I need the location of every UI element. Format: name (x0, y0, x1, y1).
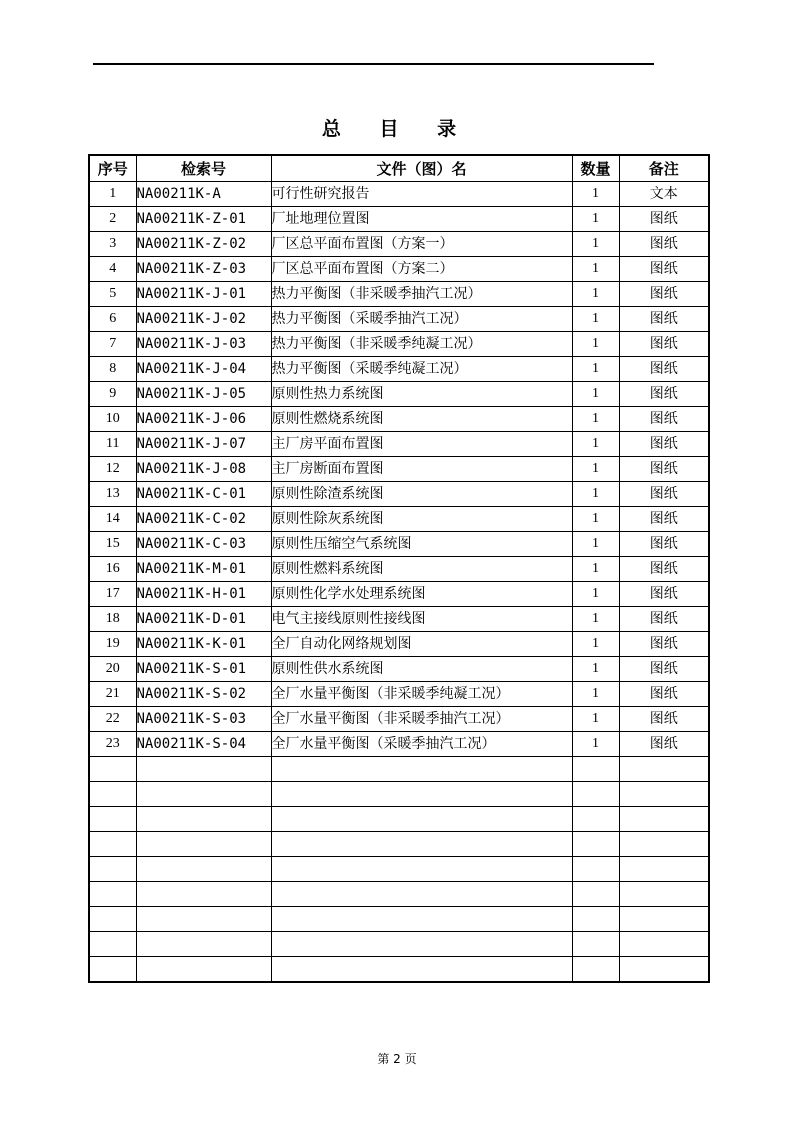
cell-code (136, 882, 271, 907)
table-row (89, 532, 709, 557)
cell-code: NA00211K-J-05 (136, 382, 271, 407)
cell-quantity: 1 (572, 307, 619, 332)
cell-name (271, 957, 572, 983)
cell-code: NA00211K-J-02 (136, 307, 271, 332)
cell-index: 9 (89, 382, 136, 407)
cell-note: 图纸 (619, 532, 709, 557)
cell-code: NA00211K-J-07 (136, 432, 271, 457)
cell-index: 8 (89, 357, 136, 382)
table-row (89, 607, 709, 632)
cell-note: 图纸 (619, 557, 709, 582)
catalog-table (88, 154, 710, 983)
cell-index (89, 882, 136, 907)
table-row (89, 632, 709, 657)
cell-quantity (572, 907, 619, 932)
cell-quantity: 1 (572, 432, 619, 457)
cell-quantity: 1 (572, 482, 619, 507)
cell-index: 5 (89, 282, 136, 307)
cell-quantity: 1 (572, 707, 619, 732)
cell-quantity: 1 (572, 257, 619, 282)
table-row (89, 582, 709, 607)
table-row (89, 432, 709, 457)
cell-name (271, 782, 572, 807)
cell-note: 图纸 (619, 607, 709, 632)
cell-name: 热力平衡图（采暖季纯凝工况） (271, 357, 572, 382)
cell-note: 图纸 (619, 682, 709, 707)
column-header-code: 检索号 (136, 155, 271, 182)
cell-quantity: 1 (572, 207, 619, 232)
cell-quantity (572, 882, 619, 907)
table-row (89, 232, 709, 257)
cell-quantity: 1 (572, 607, 619, 632)
cell-index: 12 (89, 457, 136, 482)
table-row (89, 832, 709, 857)
cell-code (136, 957, 271, 983)
cell-quantity: 1 (572, 507, 619, 532)
table-row (89, 882, 709, 907)
cell-note: 图纸 (619, 332, 709, 357)
cell-quantity (572, 782, 619, 807)
table-row (89, 407, 709, 432)
cell-index (89, 782, 136, 807)
column-header-quantity: 数量 (572, 155, 619, 182)
cell-index: 21 (89, 682, 136, 707)
cell-note: 图纸 (619, 432, 709, 457)
cell-note: 图纸 (619, 582, 709, 607)
cell-name: 厂址地理位置图 (271, 207, 572, 232)
cell-name (271, 857, 572, 882)
cell-note: 图纸 (619, 732, 709, 757)
cell-name (271, 807, 572, 832)
cell-quantity: 1 (572, 407, 619, 432)
cell-note: 文本 (619, 182, 709, 207)
cell-code (136, 782, 271, 807)
cell-index (89, 957, 136, 983)
table-row (89, 382, 709, 407)
cell-quantity (572, 957, 619, 983)
cell-code: NA00211K-S-02 (136, 682, 271, 707)
cell-name: 原则性燃烧系统图 (271, 407, 572, 432)
cell-name: 原则性供水系统图 (271, 657, 572, 682)
cell-note (619, 907, 709, 932)
cell-quantity (572, 932, 619, 957)
cell-name: 全厂水量平衡图（非采暖季纯凝工况） (271, 682, 572, 707)
cell-quantity: 1 (572, 732, 619, 757)
cell-index: 15 (89, 532, 136, 557)
cell-quantity: 1 (572, 632, 619, 657)
cell-quantity: 1 (572, 682, 619, 707)
column-header-index: 序号 (89, 155, 136, 182)
cell-name (271, 907, 572, 932)
table-row (89, 507, 709, 532)
cell-note (619, 832, 709, 857)
cell-index: 6 (89, 307, 136, 332)
cell-name: 原则性除渣系统图 (271, 482, 572, 507)
table-row (89, 857, 709, 882)
cell-code: NA00211K-Z-01 (136, 207, 271, 232)
cell-code: NA00211K-J-04 (136, 357, 271, 382)
cell-name: 原则性压缩空气系统图 (271, 532, 572, 557)
table-row (89, 682, 709, 707)
cell-index: 13 (89, 482, 136, 507)
cell-code: NA00211K-C-03 (136, 532, 271, 557)
cell-index: 17 (89, 582, 136, 607)
cell-note: 图纸 (619, 482, 709, 507)
cell-code: NA00211K-J-06 (136, 407, 271, 432)
cell-note (619, 757, 709, 782)
cell-name: 全厂水量平衡图（采暖季抽汽工况） (271, 732, 572, 757)
cell-note: 图纸 (619, 207, 709, 232)
cell-name: 主厂房平面布置图 (271, 432, 572, 457)
column-header-note: 备注 (619, 155, 709, 182)
cell-quantity: 1 (572, 557, 619, 582)
cell-code: NA00211K-J-01 (136, 282, 271, 307)
cell-quantity: 1 (572, 657, 619, 682)
table-row (89, 732, 709, 757)
cell-note (619, 807, 709, 832)
cell-index: 19 (89, 632, 136, 657)
table-row (89, 357, 709, 382)
cell-index: 14 (89, 507, 136, 532)
cell-quantity (572, 832, 619, 857)
table-row (89, 457, 709, 482)
cell-code: NA00211K-C-02 (136, 507, 271, 532)
table-row (89, 182, 709, 207)
cell-code: NA00211K-C-01 (136, 482, 271, 507)
cell-index: 1 (89, 182, 136, 207)
cell-name: 原则性热力系统图 (271, 382, 572, 407)
cell-index (89, 757, 136, 782)
table-row (89, 207, 709, 232)
cell-code: NA00211K-A (136, 182, 271, 207)
cell-code: NA00211K-Z-02 (136, 232, 271, 257)
cell-index: 4 (89, 257, 136, 282)
table-row (89, 782, 709, 807)
cell-code: NA00211K-D-01 (136, 607, 271, 632)
cell-code (136, 857, 271, 882)
cell-note: 图纸 (619, 657, 709, 682)
cell-name: 厂区总平面布置图（方案一） (271, 232, 572, 257)
cell-index: 16 (89, 557, 136, 582)
cell-name: 电气主接线原则性接线图 (271, 607, 572, 632)
cell-note (619, 957, 709, 983)
cell-quantity: 1 (572, 357, 619, 382)
cell-code: NA00211K-S-03 (136, 707, 271, 732)
cell-name: 热力平衡图（采暖季抽汽工况） (271, 307, 572, 332)
cell-code: NA00211K-H-01 (136, 582, 271, 607)
header-rule (93, 63, 654, 65)
cell-index (89, 832, 136, 857)
table-row (89, 257, 709, 282)
cell-name: 全厂水量平衡图（非采暖季抽汽工况） (271, 707, 572, 732)
cell-note: 图纸 (619, 282, 709, 307)
cell-quantity (572, 757, 619, 782)
page-number: 第 2 页 (377, 1052, 417, 1066)
cell-quantity: 1 (572, 182, 619, 207)
cell-note (619, 882, 709, 907)
column-header-name: 文件（图）名 (271, 155, 572, 182)
cell-name (271, 882, 572, 907)
cell-quantity: 1 (572, 232, 619, 257)
table-row (89, 657, 709, 682)
cell-quantity (572, 807, 619, 832)
cell-note: 图纸 (619, 632, 709, 657)
cell-code: NA00211K-S-04 (136, 732, 271, 757)
cell-name: 全厂自动化网络规划图 (271, 632, 572, 657)
cell-quantity: 1 (572, 532, 619, 557)
cell-code (136, 757, 271, 782)
cell-code (136, 907, 271, 932)
cell-index: 23 (89, 732, 136, 757)
cell-name: 原则性除灰系统图 (271, 507, 572, 532)
cell-index: 7 (89, 332, 136, 357)
table-row (89, 907, 709, 932)
cell-code: NA00211K-K-01 (136, 632, 271, 657)
cell-note: 图纸 (619, 232, 709, 257)
cell-name: 主厂房断面布置图 (271, 457, 572, 482)
table-row (89, 707, 709, 732)
cell-index (89, 807, 136, 832)
cell-note (619, 932, 709, 957)
cell-name: 可行性研究报告 (271, 182, 572, 207)
cell-index (89, 857, 136, 882)
page-title: 总 目 录 (321, 118, 473, 140)
cell-index (89, 907, 136, 932)
cell-code: NA00211K-S-01 (136, 657, 271, 682)
cell-quantity: 1 (572, 457, 619, 482)
cell-name: 原则性化学水处理系统图 (271, 582, 572, 607)
table-body (89, 182, 709, 983)
cell-note: 图纸 (619, 407, 709, 432)
cell-note (619, 857, 709, 882)
cell-code: NA00211K-M-01 (136, 557, 271, 582)
cell-index: 2 (89, 207, 136, 232)
cell-index: 18 (89, 607, 136, 632)
cell-note: 图纸 (619, 357, 709, 382)
table-row (89, 757, 709, 782)
cell-index (89, 932, 136, 957)
cell-index: 11 (89, 432, 136, 457)
cell-code (136, 832, 271, 857)
cell-note: 图纸 (619, 382, 709, 407)
cell-index: 20 (89, 657, 136, 682)
cell-note: 图纸 (619, 707, 709, 732)
table-row (89, 332, 709, 357)
table-row (89, 482, 709, 507)
cell-name (271, 757, 572, 782)
cell-quantity: 1 (572, 282, 619, 307)
cell-code (136, 807, 271, 832)
table-row (89, 932, 709, 957)
cell-quantity (572, 857, 619, 882)
table-row (89, 282, 709, 307)
cell-name: 厂区总平面布置图（方案二） (271, 257, 572, 282)
cell-name (271, 832, 572, 857)
cell-code: NA00211K-J-08 (136, 457, 271, 482)
cell-note (619, 782, 709, 807)
cell-note: 图纸 (619, 507, 709, 532)
cell-name: 热力平衡图（非采暖季抽汽工况） (271, 282, 572, 307)
cell-quantity: 1 (572, 582, 619, 607)
cell-index: 3 (89, 232, 136, 257)
cell-code: NA00211K-Z-03 (136, 257, 271, 282)
cell-note: 图纸 (619, 457, 709, 482)
cell-name: 原则性燃料系统图 (271, 557, 572, 582)
table-header-row (89, 155, 709, 182)
table-row (89, 957, 709, 983)
cell-name: 热力平衡图（非采暖季纯凝工况） (271, 332, 572, 357)
cell-note: 图纸 (619, 257, 709, 282)
cell-code (136, 932, 271, 957)
cell-code: NA00211K-J-03 (136, 332, 271, 357)
table-row (89, 307, 709, 332)
cell-index: 22 (89, 707, 136, 732)
table-row (89, 807, 709, 832)
table-row (89, 557, 709, 582)
cell-index: 10 (89, 407, 136, 432)
cell-quantity: 1 (572, 332, 619, 357)
cell-name (271, 932, 572, 957)
cell-note: 图纸 (619, 307, 709, 332)
cell-quantity: 1 (572, 382, 619, 407)
